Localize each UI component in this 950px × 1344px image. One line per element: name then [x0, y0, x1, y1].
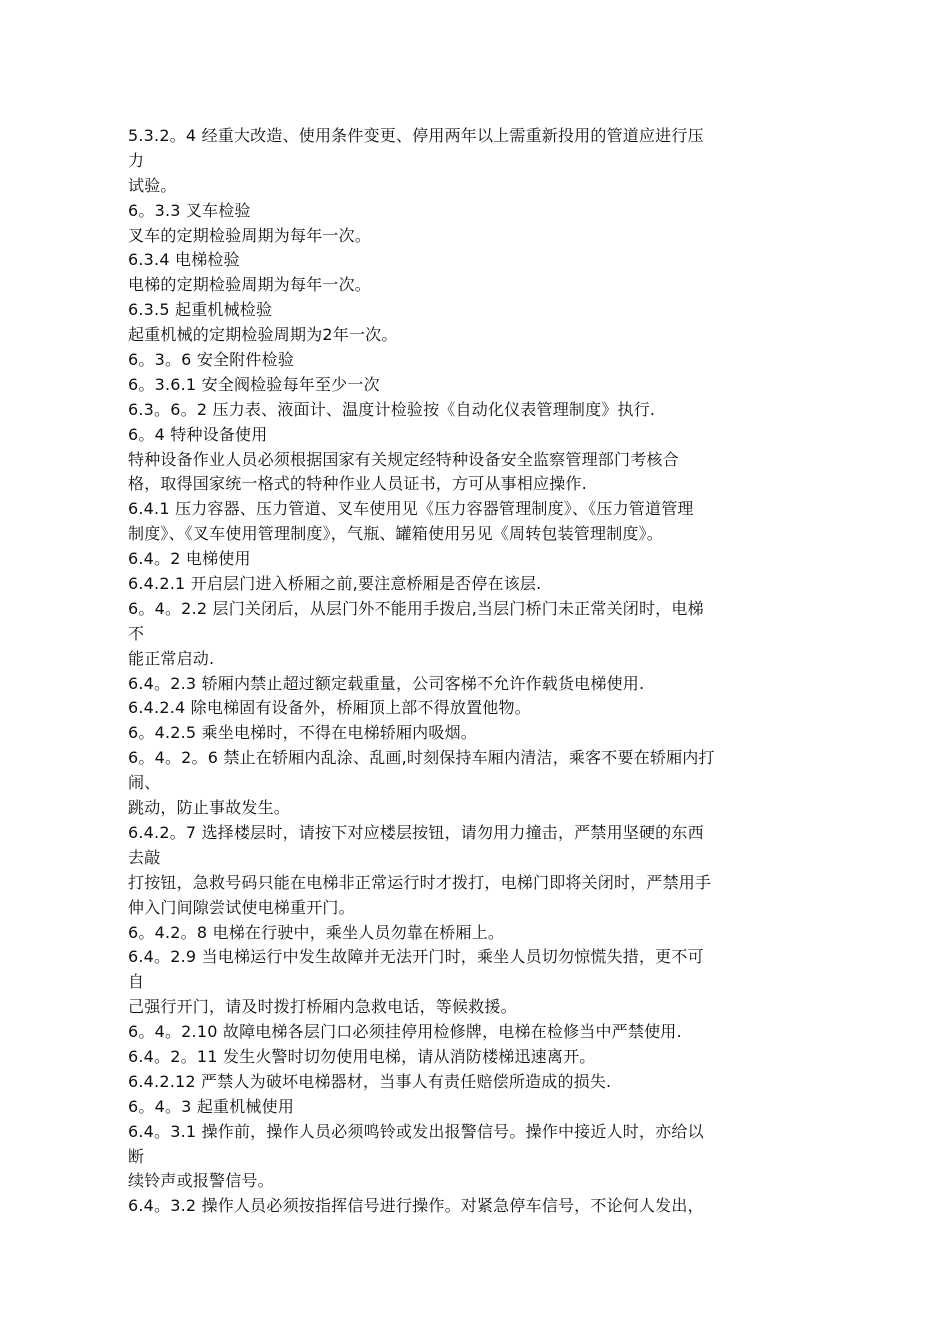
text-line: 续铃声或报警信号。: [128, 1171, 274, 1191]
text-line: 6。4.2.5 乘坐电梯时，不得在电梯轿厢内吸烟。: [128, 723, 477, 743]
text-line: 闹、: [128, 773, 161, 793]
text-line: 自: [128, 972, 145, 992]
text-line: 己强行开门，请及时拨打桥厢内急救电话，等候救援。: [128, 997, 517, 1017]
text-line: 6.4.2.12 严禁人为破坏电梯器材，当事人有责任赔偿所造成的损失.: [128, 1071, 612, 1091]
text-line: 6。4。2。6 禁止在轿厢内乱涂、乱画,时刻保持车厢内清洁，乘客不要在轿厢内打: [128, 748, 715, 768]
text-line: 叉车的定期检验周期为每年一次。: [128, 225, 372, 245]
text-line: 6。4。2.10 故障电梯各层门口必须挂停用检修牌，电梯在检修当中严禁使用.: [128, 1022, 682, 1042]
text-line: 6.4.2。7 选择楼层时，请按下对应楼层按钮，请勿用力撞击，严禁用坚硬的东西: [128, 822, 704, 842]
text-line: 6。3。6 安全附件检验: [128, 350, 295, 370]
text-line: 试验。: [128, 175, 177, 195]
text-line: 伸入门间隙尝试使电梯重开门。: [128, 897, 355, 917]
text-line: 格，取得国家统一格式的特种作业人员证书，方可从事相应操作.: [128, 474, 587, 494]
text-line: 6.4。2。11 发生火警时切勿使用电梯，请从消防楼梯迅速离开。: [128, 1046, 596, 1066]
text-line: 6。3.3 叉车检验: [128, 200, 251, 220]
text-line: 力: [128, 150, 145, 170]
text-line: 6。4。3 起重机械使用: [128, 1096, 295, 1116]
text-line: 6.4。2.9 当电梯运行中发生故障并无法开门时，乘坐人员切勿惊慌失措，更不可: [128, 947, 704, 967]
text-line: 制度》、《叉车使用管理制度》，气瓶、罐箱使用另见《周转包装管理制度》。: [128, 524, 664, 544]
text-line: 断: [128, 1146, 145, 1166]
text-line: 电梯的定期检验周期为每年一次。: [128, 275, 372, 295]
text-line: 6.4。3.2 操作人员必须按指挥信号进行操作。对紧急停车信号，不论何人发出，: [128, 1196, 704, 1216]
text-line: 5.3.2。4 经重大改造、使用条件变更、停用两年以上需重新投用的管道应进行压: [128, 126, 704, 145]
text-line: 去敲: [128, 847, 161, 867]
text-line: 6.4。2 电梯使用: [128, 549, 251, 569]
text-line: 6.4.1 压力容器、压力管道、叉车使用见《压力容器管理制度》、《压力管道管理: [128, 499, 694, 519]
text-line: 6.4。2.3 轿厢内禁止超过额定载重量，公司客梯不允许作载货电梯使用.: [128, 673, 645, 693]
text-line: 6。4 特种设备使用: [128, 424, 268, 444]
text-line: 起重机械的定期检验周期为2年一次。: [128, 325, 398, 345]
text-line: 6.3.5 起重机械检验: [128, 300, 273, 320]
text-line: 不: [128, 623, 145, 643]
text-line: 6。3.6.1 安全阀检验每年至少一次: [128, 374, 380, 394]
text-line: 6.3。6。2 压力表、液面计、温度计检验按《自动化仪表管理制度》执行.: [128, 399, 656, 419]
text-line: 特种设备作业人员必须根据国家有关规定经特种设备安全监察管理部门考核合: [128, 449, 679, 469]
text-line: 跳动，防止事故发生。: [128, 798, 291, 818]
document-body: [128, 124, 828, 1219]
text-line: 6。4。2.2 层门关闭后，从层门外不能用手拨启,当层门桥门未正常关闭时，电梯: [128, 598, 704, 618]
text-line: 6.4。3.1 操作前，操作人员必须鸣铃或发出报警信号。操作中接近人时，亦给以: [128, 1121, 704, 1141]
text-line: 能正常启动.: [128, 648, 215, 668]
text-line: 6.3.4 电梯检验: [128, 250, 240, 270]
text-line: 打按钮，急救号码只能在电梯非正常运行时才拨打，电梯门即将关闭时，严禁用手: [128, 872, 712, 892]
text-line: 6.4.2.4 除电梯固有设备外，桥厢顶上部不得放置他物。: [128, 698, 531, 718]
text-line: 6。4.2。8 电梯在行驶中，乘坐人员勿靠在桥厢上。: [128, 922, 505, 942]
text-line: 6.4.2.1 开启层门进入桥厢之前,要注意桥厢是否停在该层.: [128, 574, 542, 594]
